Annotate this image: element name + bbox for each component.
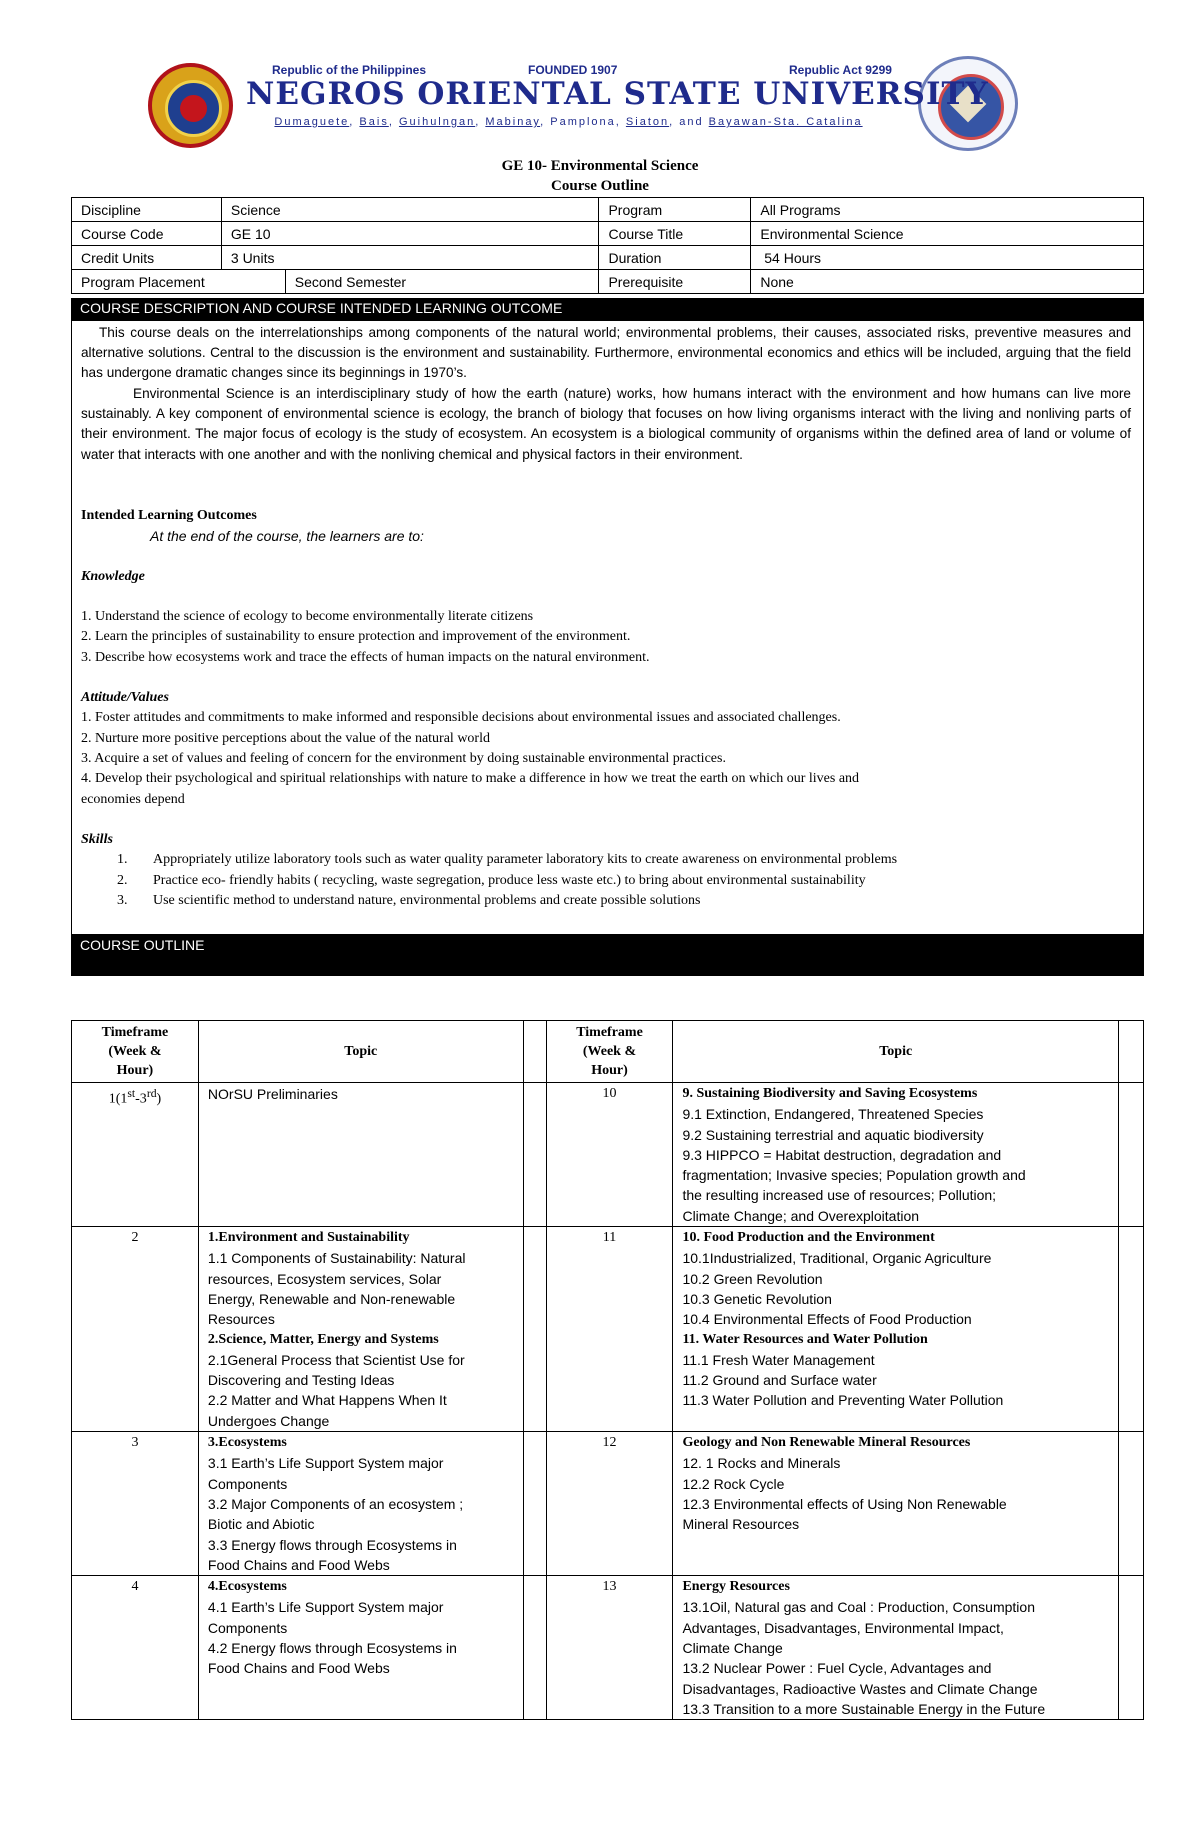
founded-label: FOUNDED 1907 [528, 63, 618, 77]
outline-body [72, 1083, 1144, 1720]
week-cell: 3 [72, 1432, 199, 1576]
topic-heading: 3.Ecosystems [207, 1435, 287, 1451]
republic-act-label: Republic Act 9299 [789, 63, 892, 77]
timeframe-header-line: Hour) [116, 1063, 154, 1078]
topic-line: 9.3 HIPPCO = Habitat destruction, degradation and [682, 1146, 1002, 1163]
topic-heading: 1.Environment and Sustainability [207, 1230, 410, 1246]
document-subtitle: Course Outline [551, 178, 649, 194]
topic-line: 3.1 Earth’s Life Support System major [207, 1455, 444, 1472]
topic-line: Food Chains and Food Webs [207, 1660, 390, 1677]
blank-cell [523, 1083, 546, 1227]
campus-item: Bayawan-Sta. Catalina [708, 116, 863, 128]
campus-item: Bais [359, 116, 389, 128]
duration-label: Duration [599, 246, 751, 270]
topic-heading: Energy Resources [682, 1579, 790, 1595]
timeframe-header [72, 1021, 199, 1083]
week-cell: 11 [546, 1227, 673, 1432]
topic-line: fragmentation; Invasive species; Population growth and [682, 1167, 1026, 1184]
topic-line: 12.3 Environmental effects of Using Non Renewable [682, 1495, 1007, 1512]
skill-item: Use scientific method to understand nature, environmental problems and create possible solutions [153, 893, 701, 908]
topic-cell [673, 1432, 1119, 1576]
blank-header [1119, 1021, 1144, 1083]
skill-number: 2. [117, 873, 128, 888]
topic-line: 11.1 Fresh Water Management [682, 1351, 875, 1368]
knowledge-item: 3. Describe how ecosystems work and trace the effects of human impacts on the natural environment. [81, 650, 650, 665]
topic-line: 9.2 Sustaining terrestrial and aquatic biodiversity [682, 1126, 984, 1143]
timeframe-header [546, 1021, 673, 1083]
course-title-value: Environmental Science [751, 222, 1144, 246]
topic-line: 11.3 Water Pollution and Preventing Water Pollution [682, 1392, 1004, 1409]
topic-line: Biotic and Abiotic [207, 1516, 315, 1533]
description-paragraph-1: This course deals on the interrelationships among components of the natural world; environmental problems, their causes, associated risks, preventive measures and alternative solutions. Central to the discussion is the environment and sustainability. Furthermore, environmental economics and ethics will be included, arguing that the field has undergone dramatic changes since its beginnings in 1970’s. [81, 325, 1131, 381]
skill-item: Practice eco- friendly habits ( recycling, waste segregation, produce less waste etc.) to bring about environmental sustainability [153, 873, 866, 888]
program-placement-value: Second Semester [285, 270, 599, 294]
knowledge-heading: Knowledge [81, 569, 145, 584]
blank-cell [523, 1576, 546, 1720]
topic-heading: 2.Science, Matter, Energy and Systems [207, 1331, 439, 1347]
topic-heading: Geology and Non Renewable Mineral Resources [682, 1435, 971, 1451]
course-code-value: GE 10 [221, 222, 599, 246]
topic-line: 10.1Industrialized, Traditional, Organic Agriculture [682, 1250, 992, 1267]
topic-heading: 4.Ecosystems [207, 1579, 287, 1595]
credit-units-label: Credit Units [72, 246, 222, 270]
topic-line: 2.2 Matter and What Happens When It [207, 1392, 447, 1409]
knowledge-item: 1. Understand the science of ecology to become environmentally literate citizens [81, 609, 534, 624]
topic-line: 2.1General Process that Scientist Use for [207, 1351, 465, 1368]
topic-line: NOrSU Preliminaries [207, 1086, 338, 1102]
week-cell: 2 [72, 1227, 199, 1432]
topic-line: 3.2 Major Components of an ecosystem ; [207, 1495, 464, 1512]
topic-line: 3.3 Energy flows through Ecosystems in [207, 1536, 457, 1553]
duration-value: 54 Hours [751, 246, 1144, 270]
topic-line: Climate Change; and Overexploitation [682, 1207, 920, 1224]
topic-line: 10.3 Genetic Revolution [682, 1290, 832, 1307]
attitude-item: 1. Foster attitudes and commitments to make informed and responsible decisions about environmental issues and associated challenges. [81, 710, 841, 725]
outline-row [72, 1227, 1144, 1432]
topic-cell [673, 1227, 1119, 1432]
skill-number: 1. [117, 852, 128, 867]
topic-cell [198, 1432, 523, 1576]
topic-line: 10.2 Green Revolution [682, 1270, 823, 1287]
credit-units-value: 3 Units [221, 246, 599, 270]
topic-line: Components [207, 1475, 288, 1492]
topic-line: Advantages, Disadvantages, Environmental Impact, [682, 1619, 1004, 1636]
outline-row [72, 1083, 1144, 1227]
topic-line: Climate Change [682, 1640, 783, 1657]
topic-line: 13.2 Nuclear Power : Fuel Cycle, Advantages and [682, 1660, 992, 1677]
campus-item: Guihulngan [398, 116, 476, 128]
knowledge-item: 2. Learn the principles of sustainability to ensure protection and improvement of the environment. [81, 629, 631, 644]
course-outline-table [71, 1020, 1144, 1720]
topic-line: 4.1 Earth’s Life Support System major [207, 1599, 444, 1616]
document-title: GE 10- Environmental Science [501, 158, 699, 174]
attitude-item: economies depend [81, 792, 185, 807]
topic-line: 13.1Oil, Natural gas and Coal : Production, Consumption [682, 1599, 1035, 1616]
topic-line: 12.2 Rock Cycle [682, 1475, 785, 1492]
university-seal-left [148, 63, 233, 148]
blank-cell [523, 1227, 546, 1432]
topic-line: resources, Ecosystem services, Solar [207, 1270, 442, 1287]
outcomes-intro: At the end of the course, the learners are to: [150, 528, 424, 544]
outcomes-heading: Intended Learning Outcomes [81, 508, 257, 523]
topic-line: 11.2 Ground and Surface water [682, 1372, 877, 1389]
blank-header [523, 1021, 546, 1083]
attitude-heading: Attitude/Values [81, 690, 169, 705]
skill-number: 3. [117, 893, 128, 908]
timeframe-header-line: Timeframe [101, 1025, 169, 1040]
discipline-value: Science [221, 198, 599, 222]
topic-line: the resulting increased use of resources; Pollution; [682, 1187, 997, 1204]
campus-item: Pamplona [550, 116, 616, 128]
topic-heading: 10. Food Production and the Environment [682, 1230, 935, 1246]
description-paragraph-2: Environmental Science is an interdisciplinary study of how the earth (nature) works, how humans interact with the environment and how humans can live more sustainably. A key component of environmental science is ecology, the branch of biology that focuses on how living organisms interact with the living and nonliving parts of their environment. The major focus of ecology is the study of ecosystem. An ecosystem is a biological community of organisms within the defined area of land or volume of water that interacts with one another and with the nonliving chemical and physical factors in their environment. [81, 386, 1131, 462]
description-heading-bar [71, 298, 1144, 321]
week-cell: 4 [72, 1576, 199, 1720]
blank-cell [1119, 1432, 1144, 1576]
university-name [246, 76, 989, 112]
topic-header: Topic [198, 1021, 523, 1083]
week-cell: 13 [546, 1576, 673, 1720]
timeframe-header-line: (Week & [582, 1044, 637, 1059]
topic-line: Energy, Renewable and Non-renewable [207, 1290, 456, 1307]
topic-line: 1.1 Components of Sustainability: Natural [207, 1250, 466, 1267]
campus-item: Dumaguete [274, 116, 350, 128]
topic-line: Undergoes Change [207, 1412, 330, 1429]
program-value: All Programs [751, 198, 1144, 222]
week-cell: 12 [546, 1432, 673, 1576]
skill-item: Appropriately utilize laboratory tools such as water quality parameter laboratory kits to create awareness on environmental problems [153, 852, 898, 867]
course-outline-heading-bar [71, 934, 1144, 976]
attitude-item: 4. Develop their psychological and spiritual relationships with nature to make a difference in how we treat the earth on which our lives and [81, 771, 860, 786]
topic-line: Resources [207, 1311, 275, 1328]
topic-line: 12. 1 Rocks and Minerals [682, 1455, 841, 1472]
course-info-table [71, 197, 1144, 294]
timeframe-header-line: Hour) [591, 1063, 628, 1078]
topic-line: 10.4 Environmental Effects of Food Production [682, 1311, 972, 1328]
topic-heading: 11. Water Resources and Water Pollution [682, 1331, 928, 1347]
topic-cell [198, 1576, 523, 1720]
campus-item: and [679, 116, 704, 128]
timeframe-header-line: (Week & [108, 1044, 162, 1059]
topic-line: 4.2 Energy flows through Ecosystems in [207, 1640, 457, 1657]
topic-cell [198, 1227, 523, 1432]
prerequisite-value: None [751, 270, 1144, 294]
blank-cell [1119, 1083, 1144, 1227]
campus-item: Mabinay [485, 116, 541, 128]
topic-heading: 9. Sustaining Biodiversity and Saving Ecosystems [682, 1086, 978, 1101]
program-placement-label: Program Placement [72, 270, 286, 294]
topic-line: Disadvantages, Radioactive Wastes and Climate Change [682, 1680, 1038, 1697]
course-title-label: Course Title [599, 222, 751, 246]
prerequisite-label: Prerequisite [599, 270, 751, 294]
topic-header: Topic [673, 1021, 1119, 1083]
blank-cell [523, 1432, 546, 1576]
outline-header-row [72, 1021, 1144, 1083]
topic-line: Food Chains and Food Webs [207, 1556, 390, 1573]
discipline-label: Discipline [72, 198, 222, 222]
campus-item: Siaton [625, 116, 670, 128]
topic-cell [198, 1083, 523, 1227]
topic-line: 9.1 Extinction, Endangered, Threatened Species [682, 1106, 984, 1123]
program-label: Program [599, 198, 751, 222]
blank-cell [1119, 1576, 1144, 1720]
blank-cell [1119, 1227, 1144, 1432]
outline-row [72, 1432, 1144, 1576]
attitude-item: 3. Acquire a set of values and feeling of concern for the environment by doing sustainable environmental practices. [81, 751, 726, 766]
topic-line: Mineral Resources [682, 1516, 800, 1533]
outline-row [72, 1576, 1144, 1720]
description-heading: COURSE DESCRIPTION AND COURSE INTENDED LEARNING OUTCOME [80, 300, 563, 316]
topic-line: Discovering and Testing Ideas [207, 1372, 395, 1389]
course-outline-heading: COURSE OUTLINE [80, 937, 205, 953]
republic-label: Republic of the Philippines [272, 63, 427, 77]
topic-cell [673, 1083, 1119, 1227]
course-code-label: Course Code [72, 222, 222, 246]
week-cell: 1(1st-3rd) [72, 1083, 199, 1227]
attitude-item: 2. Nurture more positive perceptions about the value of the natural world [81, 731, 490, 746]
topic-line: Components [207, 1619, 288, 1636]
week-cell: 10 [546, 1083, 673, 1227]
topic-line: 13.3 Transition to a more Sustainable Energy in the Future [682, 1700, 1046, 1717]
topic-cell [673, 1576, 1119, 1720]
timeframe-header-line: Timeframe [576, 1025, 643, 1040]
university-name-text: NEGROS ORIENTAL STATE UNIVERSITY [246, 76, 989, 112]
campus-list: Dumaguete, Bais, Guihulngan, Mabinay, Pamplona, Siaton, and Bayawan-Sta. Catalina [274, 116, 863, 128]
skills-heading: Skills [81, 832, 113, 847]
